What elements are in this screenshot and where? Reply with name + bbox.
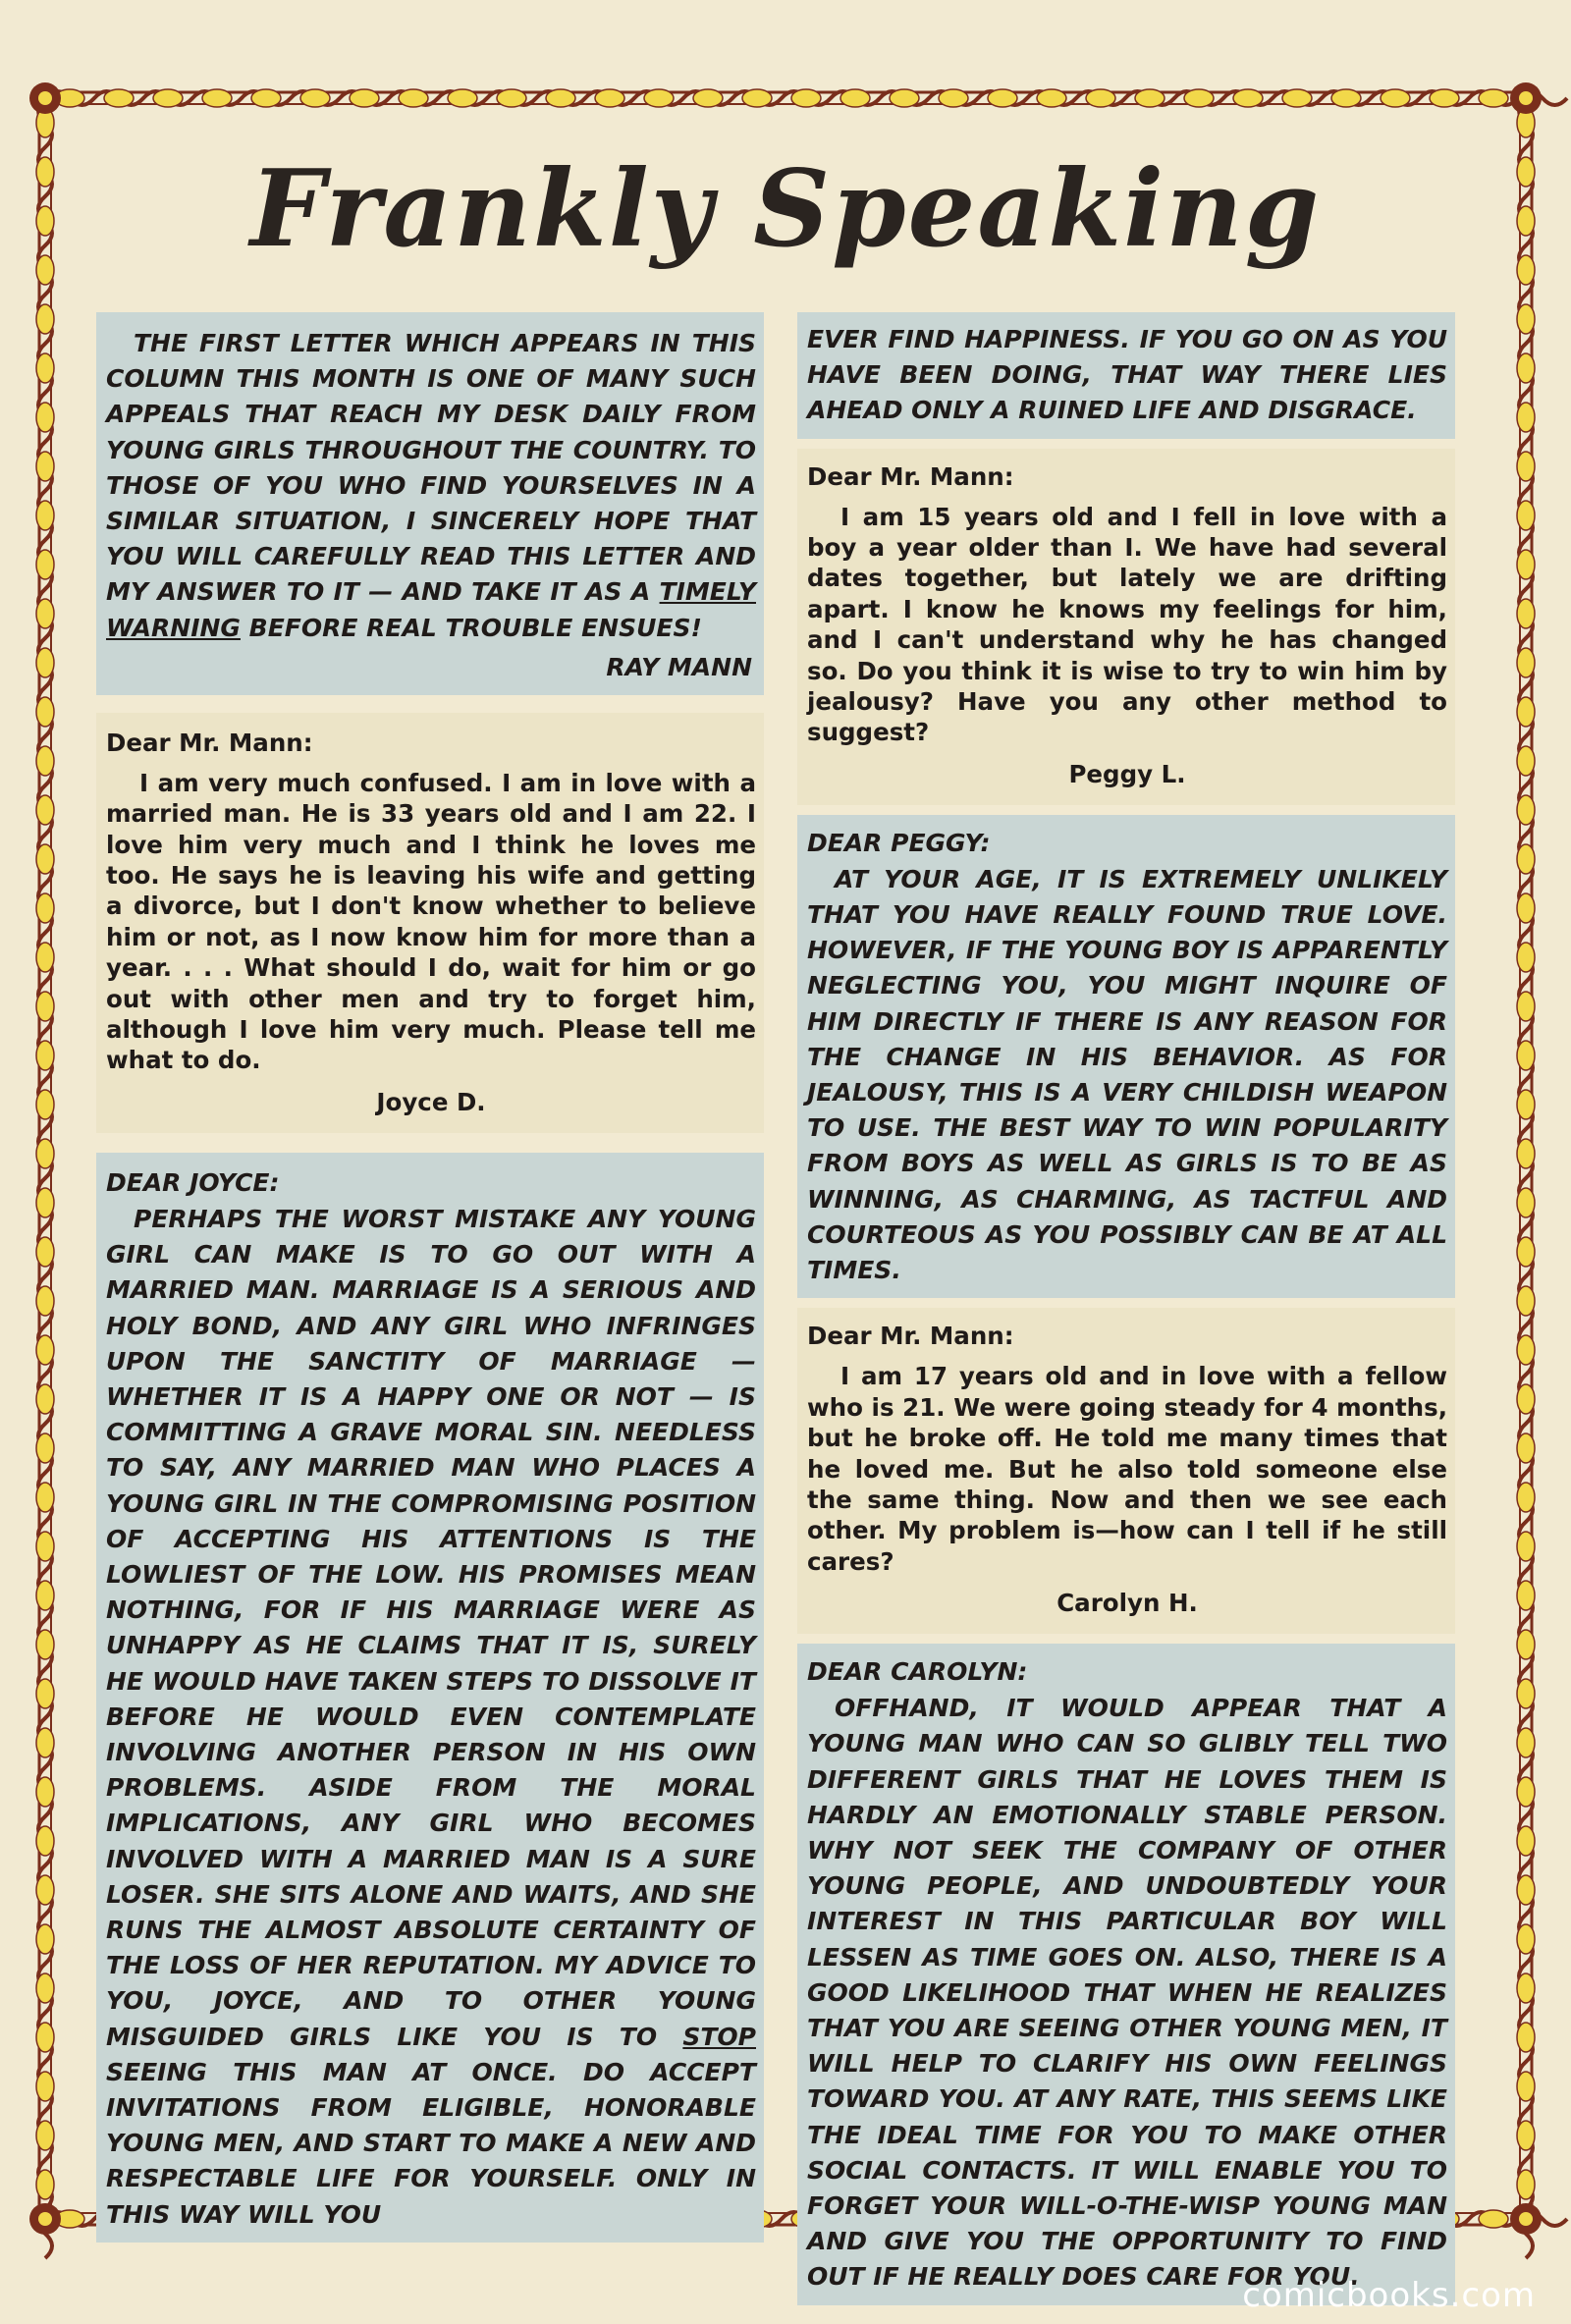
border-leaf [1517,1139,1535,1168]
border-leaf [1517,1777,1535,1807]
border-corner-center [38,2212,52,2226]
border-leaf [36,1286,54,1316]
border-leaf [1517,1728,1535,1757]
reply-carolyn [797,1644,1455,2304]
border-leaf [36,1679,54,1708]
border-leaf [1517,1041,1535,1070]
border-leaf [1517,1335,1535,1365]
border-leaf [1517,2072,1535,2101]
border-leaf [36,1335,54,1365]
reply-joyce-continued [797,312,1455,439]
border-leaf [36,501,54,530]
border-leaf [1517,1384,1535,1414]
border-leaf [1479,89,1508,107]
border-leaf [1517,648,1535,677]
border-leaf [1517,599,1535,628]
border-leaf [1517,1237,1535,1267]
border-leaf [1517,1433,1535,1463]
border-leaf [36,2121,54,2150]
border-leaf [1517,943,1535,972]
border-leaf [36,2072,54,2101]
border-corner-center [38,91,52,105]
watermark-text: comicbooks.com [1242,2276,1536,2315]
border-leaf [36,1777,54,1807]
border-leaf [1135,89,1165,107]
border-leaf [1517,1826,1535,1856]
border-leaf [399,89,428,107]
border-leaf [36,648,54,677]
border-leaf [36,1875,54,1905]
letter-joyce-body: I am very much confused. I am in love with a married man. He is 33 years old and I am 22. I love him very much and I think he loves me too. He says he is leaving his wife and getting a divorce, but I don't know whether to believe him or not, as I now know him for more than a year. . . . What should I do, wait for him or go out with other men and try to forget him, although I love him very much. Please tell me what to do. [106,768,756,1075]
border-leaf [1517,893,1535,923]
reply-peggy-body: AT YOUR AGE, IT IS EXTREMELY UNLIKELY THAT YOU HAVE REALLY FOUND TRUE LOVE. HOWEVER, IF THE YOUNG BOY IS APPARENTLY NEGLECTING YOU, YOU MIGHT INQUIRE OF HIM DIRECTLY IF THERE IS ANY REASON FOR THE CHANGE IN HIS BEHAVIOR. AS FOR JEALOUSY, THIS IS A VERY CHILDISH WEAPON TO USE. THE BEST WAY TO WIN POPULARITY FROM BOYS AS WELL AS GIRLS IS TO BE AS WINNING, AS CHARMING, AS TACTFUL AND COURTEOUS AS YOU POSSIBLY CAN BE AT ALL TIMES. [807,864,1447,1285]
border-leaf [448,89,477,107]
border-leaf [153,89,183,107]
border-leaf [36,304,54,334]
border-leaf [791,89,821,107]
border-leaf [1086,89,1115,107]
letter-joyce-salutation: Dear Mr. Mann: [106,728,313,757]
letter-carolyn-body: I am 17 years old and in love with a fellow who is 21. We were going steady for 4 months, but he broke off. He told me many times that he loved me. But he also told someone else the same thing. Now and then we see each other. My problem is—how can I tell if he still cares? [807,1362,1447,1576]
border-leaf [1331,89,1361,107]
border-leaf [1517,1679,1535,1708]
border-leaf [300,89,330,107]
border-leaf [1282,89,1312,107]
border-leaf [1517,304,1535,334]
border-leaf [1517,403,1535,432]
border-leaf [104,89,134,107]
border-leaf [1517,1188,1535,1217]
border-leaf [36,2170,54,2199]
border-leaf [36,1728,54,1757]
border-leaf [1517,697,1535,727]
border-leaf [36,1041,54,1070]
border-leaf [497,89,526,107]
border-leaf [36,1924,54,1954]
border-leaf [1517,1532,1535,1561]
border-leaf [1517,1483,1535,1512]
reply-joyce-continued-text: EVER FIND HAPPINESS. IF YOU GO ON AS YOU HAVE BEEN DOING, THAT WAY THERE LIES AHEAD ONLY A RUINED LIFE AND DISGRACE. [807,325,1447,425]
border-leaf [840,89,870,107]
reply-peggy-salutation: DEAR PEGGY: [807,828,991,857]
border-leaf [36,1384,54,1414]
border-leaf [1517,2170,1535,2199]
border-leaf [939,89,968,107]
letter-carolyn [797,1308,1455,1634]
border-leaf [1517,844,1535,874]
letter-peggy [797,449,1455,805]
intro-box [96,312,764,695]
letter-peggy-salutation: Dear Mr. Mann: [807,461,1014,491]
letter-carolyn-signature: Carolyn H. [1056,1589,1198,1618]
reply-joyce [96,1153,764,2243]
reply-joyce-emphasis: STOP [682,2022,756,2051]
border-leaf [1037,89,1066,107]
border-leaf [1517,1973,1535,2003]
intro-signature: RAY MANN [606,652,752,681]
border-leaf [546,89,575,107]
border-leaf [1517,1875,1535,1905]
reply-peggy [797,815,1455,1298]
border-leaf [1517,550,1535,579]
border-leaf [36,844,54,874]
border-leaf [693,89,723,107]
border-leaf [1517,1924,1535,1954]
border-leaf [36,893,54,923]
border-leaf [1517,1581,1535,1610]
border-leaf [36,353,54,383]
left-column [96,312,764,2252]
border-leaf [36,1433,54,1463]
border-leaf [1517,2121,1535,2150]
letter-peggy-body: I am 15 years old and I fell in love with a boy a year older than I. We have had several dates together, but lately we are drifting apart. I know he knows my feelings for him, and I can't understand why he has changed so. Do you think it is wise to try to win him by jealousy? Have you any other method to suggest? [807,502,1447,747]
border-leaf [36,697,54,727]
border-leaf [36,1483,54,1512]
border-leaf [742,89,772,107]
border-leaf [595,89,624,107]
border-leaf [36,1237,54,1267]
border-leaf [36,943,54,972]
border-leaf [36,746,54,776]
intro-text: THE FIRST LETTER WHICH APPEARS IN THIS COLUMN THIS MONTH IS ONE OF MANY SUCH APPEALS THAT REACH MY DESK DAILY FROM YOUNG GIRLS THROUGHOUT THE COUNTRY. TO THOSE OF YOU WHO FIND YOURSELVES IN A SIMILAR SITUATION, I SINCERELY HOPE THAT YOU WILL CAREFULLY READ THIS LETTER AND MY ANSWER TO IT — AND TAKE IT AS A TIMELY WARNING BEFORE REAL TROUBLE ENSUES! [106,329,756,642]
border-leaf [1233,89,1263,107]
letter-peggy-signature: Peggy L. [1068,759,1186,788]
border-leaf [1517,746,1535,776]
border-leaf [1517,501,1535,530]
border-leaf [644,89,674,107]
border-leaf [1517,1090,1535,1119]
right-column [797,312,1455,2315]
reply-carolyn-body: OFFHAND, IT WOULD APPEAR THAT A YOUNG MAN WHO CAN SO GLIBLY TELL TWO DIFFERENT GIRLS THAT HE LOVES THEM IS HARDLY AN EMOTIONALLY STABLE PERSON. WHY NOT SEEK THE COMPANY OF OTHER YOUNG PEOPLE, AND UNDOUBTEDLY YOUR INTEREST IN THIS PARTICULAR BOY WILL LESSEN AS TIME GOES ON. ALSO, THERE IS A GOOD LIKELIHOOD THAT WHEN HE REALIZES THAT YOU ARE SEEING OTHER YOUNG MEN, IT WILL HELP TO CLARIFY HIS OWN FEELINGS TOWARD YOU. AT ANY RATE, THIS SEEMS LIKE THE IDEAL TIME FOR YOU TO MAKE OTHER SOCIAL CONTACTS. IT WILL ENABLE YOU TO FORGET YOUR WILL-O-THE-WISP YOUNG MAN AND GIVE YOU THE OPPORTUNITY TO FIND OUT IF HE REALLY DOES CARE FOR YOU. [807,1694,1447,2292]
border-leaf [1430,89,1459,107]
border-leaf [36,795,54,825]
page-title: Frankly Speaking [249,147,1322,271]
border-leaf [1517,353,1535,383]
border-leaf [251,89,281,107]
border-leaf [36,1581,54,1610]
border-leaf [1381,89,1410,107]
border-leaf [1517,2023,1535,2052]
border-leaf [36,599,54,628]
border-leaf [988,89,1017,107]
reply-joyce-salutation: DEAR JOYCE: [106,1167,280,1197]
border-leaf [36,1090,54,1119]
letter-joyce-signature: Joyce D. [376,1087,486,1116]
border-leaf [36,1826,54,1856]
letter-joyce [96,713,764,1133]
border-leaf [36,452,54,481]
border-leaf [36,1630,54,1659]
border-corner-center [1519,91,1533,105]
border-leaf [36,2023,54,2052]
border-leaf [202,89,232,107]
letter-carolyn-salutation: Dear Mr. Mann: [807,1322,1014,1351]
reply-carolyn-salutation: DEAR CAROLYN: [807,1657,1028,1687]
border-leaf [350,89,379,107]
border-leaf [1517,992,1535,1021]
border-leaf [1479,2210,1508,2228]
border-leaf [36,403,54,432]
border-leaf [890,89,919,107]
border-leaf [1517,795,1535,825]
border-leaf [1517,452,1535,481]
border-leaf [1517,1630,1535,1659]
border-leaf [1517,1286,1535,1316]
reply-joyce-body: PERHAPS THE WORST MISTAKE ANY YOUNG GIRL CAN MAKE IS TO GO OUT WITH A MARRIED MAN. MARRIAGE IS A SERIOUS AND HOLY BOND, AND ANY GIRL WHO INFRINGES UPON THE SANCTITY OF MARRIAGE — WHETHER IT IS A HAPPY ONE OR NOT — IS COMMITTING A GRAVE MORAL SIN. NEEDLESS TO SAY, ANY MARRIED MAN WHO PLACES A YOUNG GIRL IN THE COMPROMISING POSITION OF ACCEPTING HIS ATTENTIONS IS THE LOWLIEST OF THE LOW. HIS PROMISES MEAN NOTHING, FOR IF HIS MARRIAGE WERE AS UNHAPPY AS HE CLAIMS THAT IT IS, SURELY HE WOULD HAVE TAKEN STEPS TO DISSOLVE IT BEFORE HE WOULD EVEN CONTEMPLATE INVOLVING ANOTHER PERSON IN HIS OWN PROBLEMS. ASIDE FROM THE MORAL IMPLICATIONS, ANY GIRL WHO BECOMES INVOLVED WITH A MARRIED MAN IS A SURE LOSER. SHE SITS ALONE AND WAITS, AND SHE RUNS THE ALMOST ABSOLUTE CERTAINTY OF THE LOSS OF HER REPUTATION. MY ADVICE TO YOU, JOYCE, AND TO OTHER YOUNG MISGUIDED GIRLS LIKE YOU IS TO STOP SEEING THIS MAN AT ONCE. DO ACCEPT INVITATIONS FROM ELIGIBLE, HONORABLE YOUNG MEN, AND START TO MAKE A NEW AND RESPECTABLE LIFE FOR YOURSELF. ONLY IN THIS WAY WILL YOU [106,1204,756,2229]
border-leaf [36,992,54,1021]
border-leaf [1184,89,1214,107]
border-leaf [36,1139,54,1168]
border-leaf [36,550,54,579]
border-leaf [36,1532,54,1561]
border-leaf [36,1973,54,2003]
border-corner-center [1519,2212,1533,2226]
intro-emphasis: TIMELY WARNING [106,577,756,642]
border-leaf [36,1188,54,1217]
